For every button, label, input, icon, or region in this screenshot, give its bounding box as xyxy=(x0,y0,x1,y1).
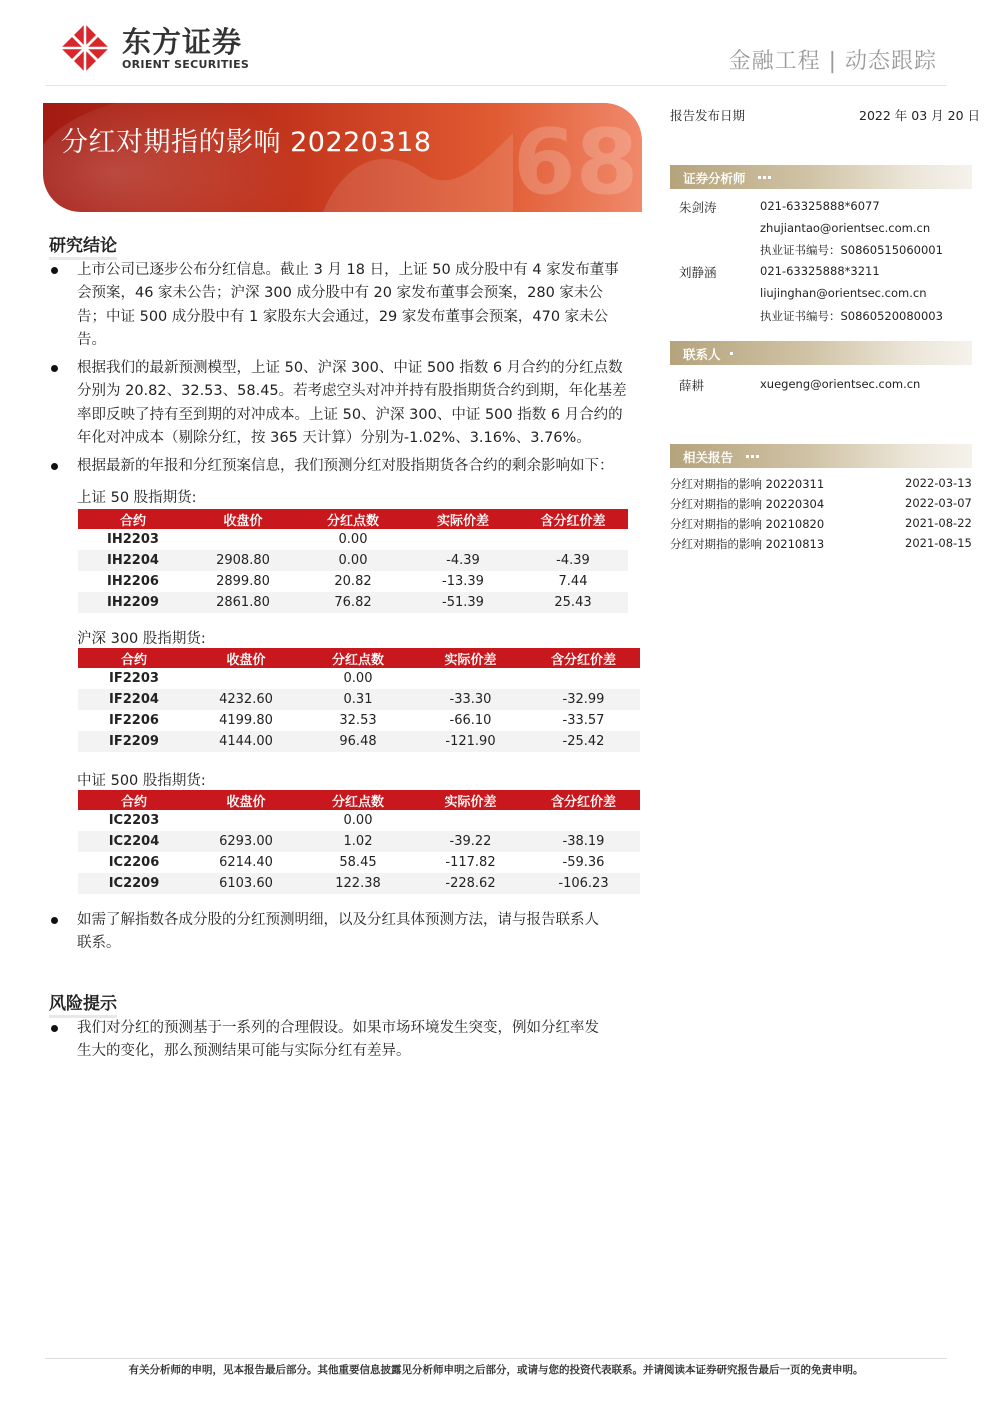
paragraph-line: 分别为 20.82、32.53、58.45。若考虑空头对冲并持有股指期货合约到期，年化基差 xyxy=(77,383,627,400)
analyst-license: 执业证书编号：S0860515060001 xyxy=(760,243,943,257)
ic-table-label: 中证 500 股指期货: xyxy=(77,773,206,789)
column-header: 分红点数 xyxy=(302,648,414,668)
paragraph-line: 根据我们的最新预测模型，上证 50、沪深 300、中证 500 指数 6 月合约的分红点数 xyxy=(77,360,623,376)
table-cell: 1.02 xyxy=(302,831,414,852)
orient-logo-icon xyxy=(58,22,112,76)
table-cell xyxy=(414,668,527,689)
table-cell: 4232.60 xyxy=(190,689,302,710)
column-header: 合约 xyxy=(78,648,190,668)
table-header-row xyxy=(78,648,640,668)
paragraph-line: 联系。 xyxy=(77,935,121,952)
bullet-dot xyxy=(51,1025,58,1032)
column-header: 含分红价差 xyxy=(518,509,628,529)
table-cell: 25.43 xyxy=(518,592,628,613)
title-banner xyxy=(43,103,642,212)
table-cell: 4199.80 xyxy=(219,713,273,728)
related-reports-header-bar xyxy=(670,444,972,468)
table-cell: IF2204 xyxy=(78,689,190,710)
company-logo xyxy=(58,22,249,76)
paragraph-line: 根据最新的年报和分红预案信息，我们预测分红对股指期货各合约的剩余影响如下： xyxy=(77,458,614,474)
table-cell: 0.00 xyxy=(338,532,368,547)
related-report-link[interactable]: 分红对期指的影响 20220304 xyxy=(670,497,825,511)
table-cell xyxy=(188,529,298,550)
table-cell: 7.44 xyxy=(558,574,588,589)
brand-name-cn: 东方证券 xyxy=(122,25,243,59)
table-cell: IH2204 xyxy=(78,550,188,571)
table-cell xyxy=(527,668,640,689)
table-cell: -4.39 xyxy=(518,550,628,571)
analysts-heading: 证券分析师 xyxy=(683,171,746,186)
paragraph-line: 告；中证 500 成分股中有 1 家股东大会通过，29 家发布董事会预案，470 家未公 xyxy=(77,308,609,325)
table-cell xyxy=(408,529,518,550)
table-cell: -106.23 xyxy=(527,873,640,894)
bullet-dot xyxy=(51,365,58,372)
table-cell: IH2203 xyxy=(107,532,159,547)
contact-name: 薛耕 xyxy=(679,378,705,393)
table-cell xyxy=(527,810,640,831)
paragraph-line: 如需了解指数各成分股的分红预测明细，以及分红具体预测方法，请与报告联系人 xyxy=(77,912,599,928)
footer-divider xyxy=(45,1358,947,1359)
table-cell: IC2204 xyxy=(78,831,190,852)
table-cell: 122.38 xyxy=(302,873,414,894)
column-header: 合约 xyxy=(78,790,190,810)
column-header: 收盘价 xyxy=(190,790,302,810)
table-row xyxy=(78,873,640,894)
contact-header-bar xyxy=(670,341,972,365)
table-cell: 32.53 xyxy=(339,713,377,728)
table-cell: IH2206 xyxy=(107,574,159,589)
table-cell: 58.45 xyxy=(339,855,377,870)
table-cell: -13.39 xyxy=(442,574,484,589)
table-cell: 20.82 xyxy=(334,574,372,589)
table-cell: IF2206 xyxy=(109,713,159,728)
report-category: 金融工程 | 动态跟踪 xyxy=(728,49,937,74)
analyst-name: 朱剑涛 xyxy=(679,200,717,215)
paragraph-line: 上市公司已逐步公布分红信息。截止 3 月 18 日，上证 50 成分股中有 4 家发布董事 xyxy=(77,262,619,278)
related-report-date: 2022-03-13 xyxy=(905,476,972,490)
table-cell: 0.31 xyxy=(302,689,414,710)
analyst-phone: 021-63325888*3211 xyxy=(760,264,880,278)
table-row xyxy=(78,810,640,831)
if-futures-table xyxy=(78,648,640,752)
conclusion-paragraph-3 xyxy=(77,455,633,478)
report-title: 分红对期指的影响 20220318 xyxy=(61,127,432,158)
related-reports-heading: 相关报告 xyxy=(683,450,734,465)
column-header: 合约 xyxy=(78,509,188,529)
table-cell: -121.90 xyxy=(414,731,527,752)
table-cell: -51.39 xyxy=(408,592,518,613)
table-cell: IF2203 xyxy=(109,671,159,686)
table-cell: -66.10 xyxy=(449,713,492,728)
ih-futures-table xyxy=(78,509,628,613)
table-row xyxy=(78,571,628,592)
column-header: 分红点数 xyxy=(302,790,414,810)
table-row xyxy=(78,550,628,571)
analyst-license: 执业证书编号：S0860520080003 xyxy=(760,309,943,323)
table-row xyxy=(78,668,640,689)
paragraph-line: 年化对冲成本（剔除分红，按 365 天计算）分别为-1.02%、3.16%、3.76%。 xyxy=(77,429,591,446)
table-cell: 0.00 xyxy=(343,671,373,686)
footer-disclaimer: 有关分析师的申明，见本报告最后部分。其他重要信息披露见分析师申明之后部分，或请与您的投资代表联系。并请阅读本证券研究报告最后一页的免责申明。 xyxy=(128,1364,864,1376)
conclusion-paragraph-1 xyxy=(77,259,633,352)
column-header: 含分红价差 xyxy=(527,790,640,810)
table-cell: -38.19 xyxy=(527,831,640,852)
paragraph-line: 会预案，46 家未公告；沪深 300 成分股中有 20 家发布董事会预案，280 家未公 xyxy=(77,285,603,302)
ic-futures-table xyxy=(78,790,640,894)
table-cell: -59.36 xyxy=(562,855,605,870)
bullet-dot xyxy=(51,917,58,924)
table-cell xyxy=(190,810,302,831)
table-cell: -4.39 xyxy=(408,550,518,571)
bullet-dot xyxy=(51,267,58,274)
table-cell xyxy=(190,668,302,689)
table-cell: IH2209 xyxy=(78,592,188,613)
table-row xyxy=(78,689,640,710)
table-cell xyxy=(518,529,628,550)
paragraph-line: 告。 xyxy=(77,331,106,348)
table-cell: IC2203 xyxy=(108,813,160,828)
contact-heading: 联系人 xyxy=(683,347,721,362)
table-cell: 2899.80 xyxy=(216,574,270,589)
table-cell: 2861.80 xyxy=(188,592,298,613)
column-header: 实际价差 xyxy=(408,509,518,529)
related-report-date: 2022-03-07 xyxy=(905,496,972,510)
analyst-phone: 021-63325888*6077 xyxy=(760,199,880,213)
table-cell: 4144.00 xyxy=(190,731,302,752)
paragraph-line: 率即反映了持有至到期的对冲成本。上证 50、沪深 300、中证 500 指数 6 月合约的 xyxy=(77,406,623,423)
table-cell: -33.30 xyxy=(414,689,527,710)
bullet-dot xyxy=(51,463,58,470)
table-cell: -228.62 xyxy=(414,873,527,894)
column-header: 实际价差 xyxy=(414,648,527,668)
analysts-header-bar xyxy=(670,165,972,189)
analyst-email[interactable]: liujinghan@orientsec.com.cn xyxy=(760,286,927,300)
paragraph-line: 生大的变化，那么预测结果可能与实际分红有差异。 xyxy=(77,1043,411,1060)
table-cell: 6293.00 xyxy=(190,831,302,852)
brand-name-en: ORIENT SECURITIES xyxy=(122,58,250,71)
related-report-link[interactable]: 分红对期指的影响 20210813 xyxy=(670,537,825,551)
table-cell: 6214.40 xyxy=(219,855,273,870)
table-cell: IC2209 xyxy=(78,873,190,894)
column-header: 收盘价 xyxy=(190,648,302,668)
table-cell: 76.82 xyxy=(298,592,408,613)
table-header-row xyxy=(78,509,628,529)
related-report-date: 2021-08-22 xyxy=(905,516,972,530)
related-report-date: 2021-08-15 xyxy=(905,536,972,550)
table-row xyxy=(78,710,640,731)
risk-paragraph xyxy=(77,1017,633,1064)
table-cell: IC2206 xyxy=(108,855,160,870)
conclusion-paragraph-4 xyxy=(77,909,633,956)
table-cell: 0.00 xyxy=(343,813,373,828)
table-cell: 96.48 xyxy=(302,731,414,752)
analyst-name: 刘静涵 xyxy=(679,265,717,280)
conclusion-paragraph-2 xyxy=(77,357,633,450)
table-row xyxy=(78,831,640,852)
report-date-label: 报告发布日期 xyxy=(670,108,746,123)
report-date-value: 2022 年 03 月 20 日 xyxy=(859,108,980,123)
column-header: 实际价差 xyxy=(414,790,527,810)
conclusion-heading: 研究结论 xyxy=(49,231,117,260)
table-cell: 2908.80 xyxy=(188,550,298,571)
table-cell: -25.42 xyxy=(527,731,640,752)
table-header-row xyxy=(78,790,640,810)
table-cell xyxy=(414,810,527,831)
ih-table-label: 上证 50 股指期货: xyxy=(77,490,197,506)
risk-heading: 风险提示 xyxy=(49,989,117,1018)
column-header: 分红点数 xyxy=(298,509,408,529)
table-cell: -39.22 xyxy=(414,831,527,852)
table-row xyxy=(78,852,640,873)
if-table-label: 沪深 300 股指期货: xyxy=(77,631,206,647)
column-header: 收盘价 xyxy=(188,509,298,529)
table-cell: IF2209 xyxy=(78,731,190,752)
table-cell: 6103.60 xyxy=(190,873,302,894)
table-cell: 0.00 xyxy=(298,550,408,571)
svg-text:68: 68 xyxy=(513,110,639,212)
table-cell: -33.57 xyxy=(562,713,605,728)
table-row xyxy=(78,731,640,752)
table-cell: -32.99 xyxy=(527,689,640,710)
analyst-email[interactable]: zhujiantao@orientsec.com.cn xyxy=(760,221,931,235)
column-header: 含分红价差 xyxy=(527,648,640,668)
related-report-link[interactable]: 分红对期指的影响 20210820 xyxy=(670,517,825,531)
contact-email[interactable]: xuegeng@orientsec.com.cn xyxy=(760,377,921,391)
paragraph-line: 我们对分红的预测基于一系列的合理假设。如果市场环境发生突变，例如分红率发 xyxy=(77,1020,599,1036)
header-divider xyxy=(45,85,947,86)
table-row xyxy=(78,529,628,550)
related-report-link[interactable]: 分红对期指的影响 20220311 xyxy=(670,477,825,491)
table-cell: -117.82 xyxy=(445,855,496,870)
table-row xyxy=(78,592,628,613)
